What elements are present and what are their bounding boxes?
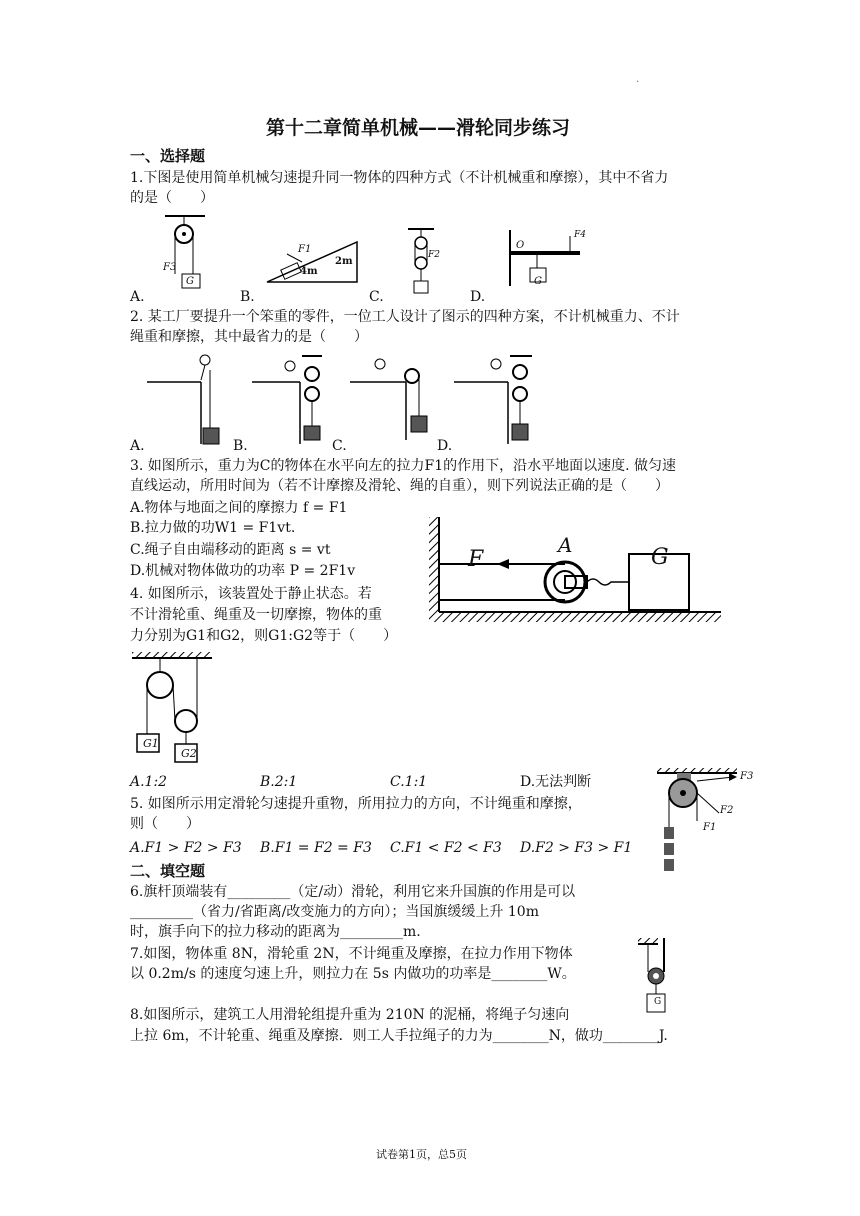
q3-option-a: A.物体与地面之间的摩擦力 f = F1 (130, 500, 348, 516)
q3-label-f: F (468, 547, 484, 572)
q5-option-a: A.F1 > F2 > F3 (130, 840, 242, 856)
q8-text-line1: 8.如图所示，建筑工人用滑轮组提升重为 210N 的泥桶，将绳子匀速向 (130, 1007, 570, 1023)
q1-label-2m: 2m (335, 256, 353, 267)
q2-option-b: B. (233, 438, 248, 454)
q2-text-line2: 绳重和摩擦，其中最省力的是（ ） (130, 329, 368, 345)
q4-option-b: B.2:1 (260, 774, 298, 790)
q1-text-line2: 的是（ ） (130, 190, 214, 206)
q8-text-line2: 上拉 6m，不计轮重、绳重及摩擦．则工人手拉绳子的力为________N，做功________J. (130, 1028, 668, 1044)
q2-figure-b (250, 352, 330, 447)
q5-label-f3: F3 (740, 771, 754, 782)
q7-text-line2: 以 0.2m/s 的速度匀速上升，则拉力在 5s 内做功的功率是________W。 (130, 966, 576, 982)
q2-text-line1: 2. 某工厂要提升一个笨重的零件，一位工人设计了图示的四种方案，不计机械重力、不计 (130, 309, 680, 325)
q1-figure-a (160, 212, 210, 294)
q5-option-c: C.F1 < F2 < F3 (390, 840, 502, 856)
q1-label-4m: 4m (300, 266, 318, 277)
q1-label-g-d: G (534, 276, 542, 287)
q1-label-o: O (516, 240, 525, 251)
page-title: 第十二章简单机械——滑轮同步练习 (266, 117, 571, 139)
q1-label-f3: F3 (163, 262, 177, 273)
q1-label-f4: F4 (574, 230, 586, 240)
q1-option-a: A. (130, 289, 145, 305)
q4-figure (128, 648, 218, 766)
q3-option-c: C.绳子自由端移动的距离 s = vt (130, 542, 331, 558)
q6-text-line3: 时，旗手向下的拉力移动的距离为_________m. (130, 924, 421, 940)
q1-figure-c (404, 225, 444, 297)
q3-text-line2: 直线运动，所用时间为（若不计摩擦及滑轮、绳的自重），则下列说法正确的是（ ） (130, 478, 669, 494)
q3-label-g: G (651, 545, 669, 570)
q4-text-line3: 力分别为G1和G2，则G1:G2等于（ ） (130, 628, 398, 644)
q6-text-line1: 6.旗杆顶端装有_________（定/动）滑轮，利用它来升国旗的作用是可以 (130, 884, 576, 900)
q5-option-d: D.F2 > F3 > F1 (520, 840, 633, 856)
q5-label-f1: F1 (703, 822, 717, 833)
q4-label-g1: G1 (143, 737, 159, 750)
q3-label-a: A (558, 533, 573, 557)
q2-figure-d (452, 352, 537, 447)
q4-text-line1: 4. 如图所示，该装置处于静止状态。若 (130, 586, 372, 602)
q3-option-d: D.机械对物体做功的功率 P = 2F1v (130, 563, 356, 579)
q4-option-a: A.1:2 (130, 774, 168, 790)
q2-option-d: D. (437, 438, 453, 454)
q1-option-d: D. (470, 289, 486, 305)
q7-text-line1: 7.如图，物体重 8N，滑轮重 2N，不计绳重及摩擦，在拉力作用下物体 (130, 946, 573, 962)
q1-text-line1: 1.下图是使用简单机械匀速提升同一物体的四种方式（不计机械重和摩擦），其中不省力 (130, 170, 669, 186)
section-choice-heading: 一、选择题 (130, 147, 206, 165)
q2-option-a: A. (130, 438, 145, 454)
q1-label-f2: F2 (428, 250, 440, 260)
q3-text-line1: 3. 如图所示，重力为C的物体在水平向左的拉力F1的作用下，沿水平地面以速度. 做匀速 (130, 458, 677, 474)
q1-label-g-a: G (186, 276, 194, 287)
corner-dot: . (636, 74, 640, 85)
q5-option-b: B.F1 = F2 = F3 (260, 840, 372, 856)
q1-label-f1: F1 (298, 244, 312, 255)
q1-option-b: B. (240, 289, 255, 305)
q2-option-c: C. (332, 438, 347, 454)
page-footer: 试卷第1页，总5页 (376, 1148, 467, 1161)
q3-option-b: B.拉力做的功W1 = F1vt. (130, 520, 296, 536)
q2-figure-c (348, 352, 433, 442)
q5-label-f2: F2 (720, 805, 734, 816)
q5-text-line2: 则（ ） (130, 816, 200, 832)
q4-label-g2: G2 (181, 747, 197, 760)
q4-text-line2: 不计滑轮重、绳重及一切摩擦，物体的重 (130, 607, 382, 623)
q5-text-line1: 5. 如图所示用定滑轮匀速提升重物，所用拉力的方向，不计绳重和摩擦， (130, 796, 582, 812)
q1-option-c: C. (369, 289, 384, 305)
q2-figure-a (145, 352, 225, 447)
section-fill-heading: 二、填空题 (130, 862, 206, 880)
q7-label-g: G (654, 997, 662, 1007)
q6-text-line2: _________（省力/省距离/改变施力的方向）；当国旗缓缓上升 10m (130, 904, 539, 920)
q4-option-d: D.无法判断 (520, 774, 592, 790)
q4-option-c: C.1:1 (390, 774, 428, 790)
